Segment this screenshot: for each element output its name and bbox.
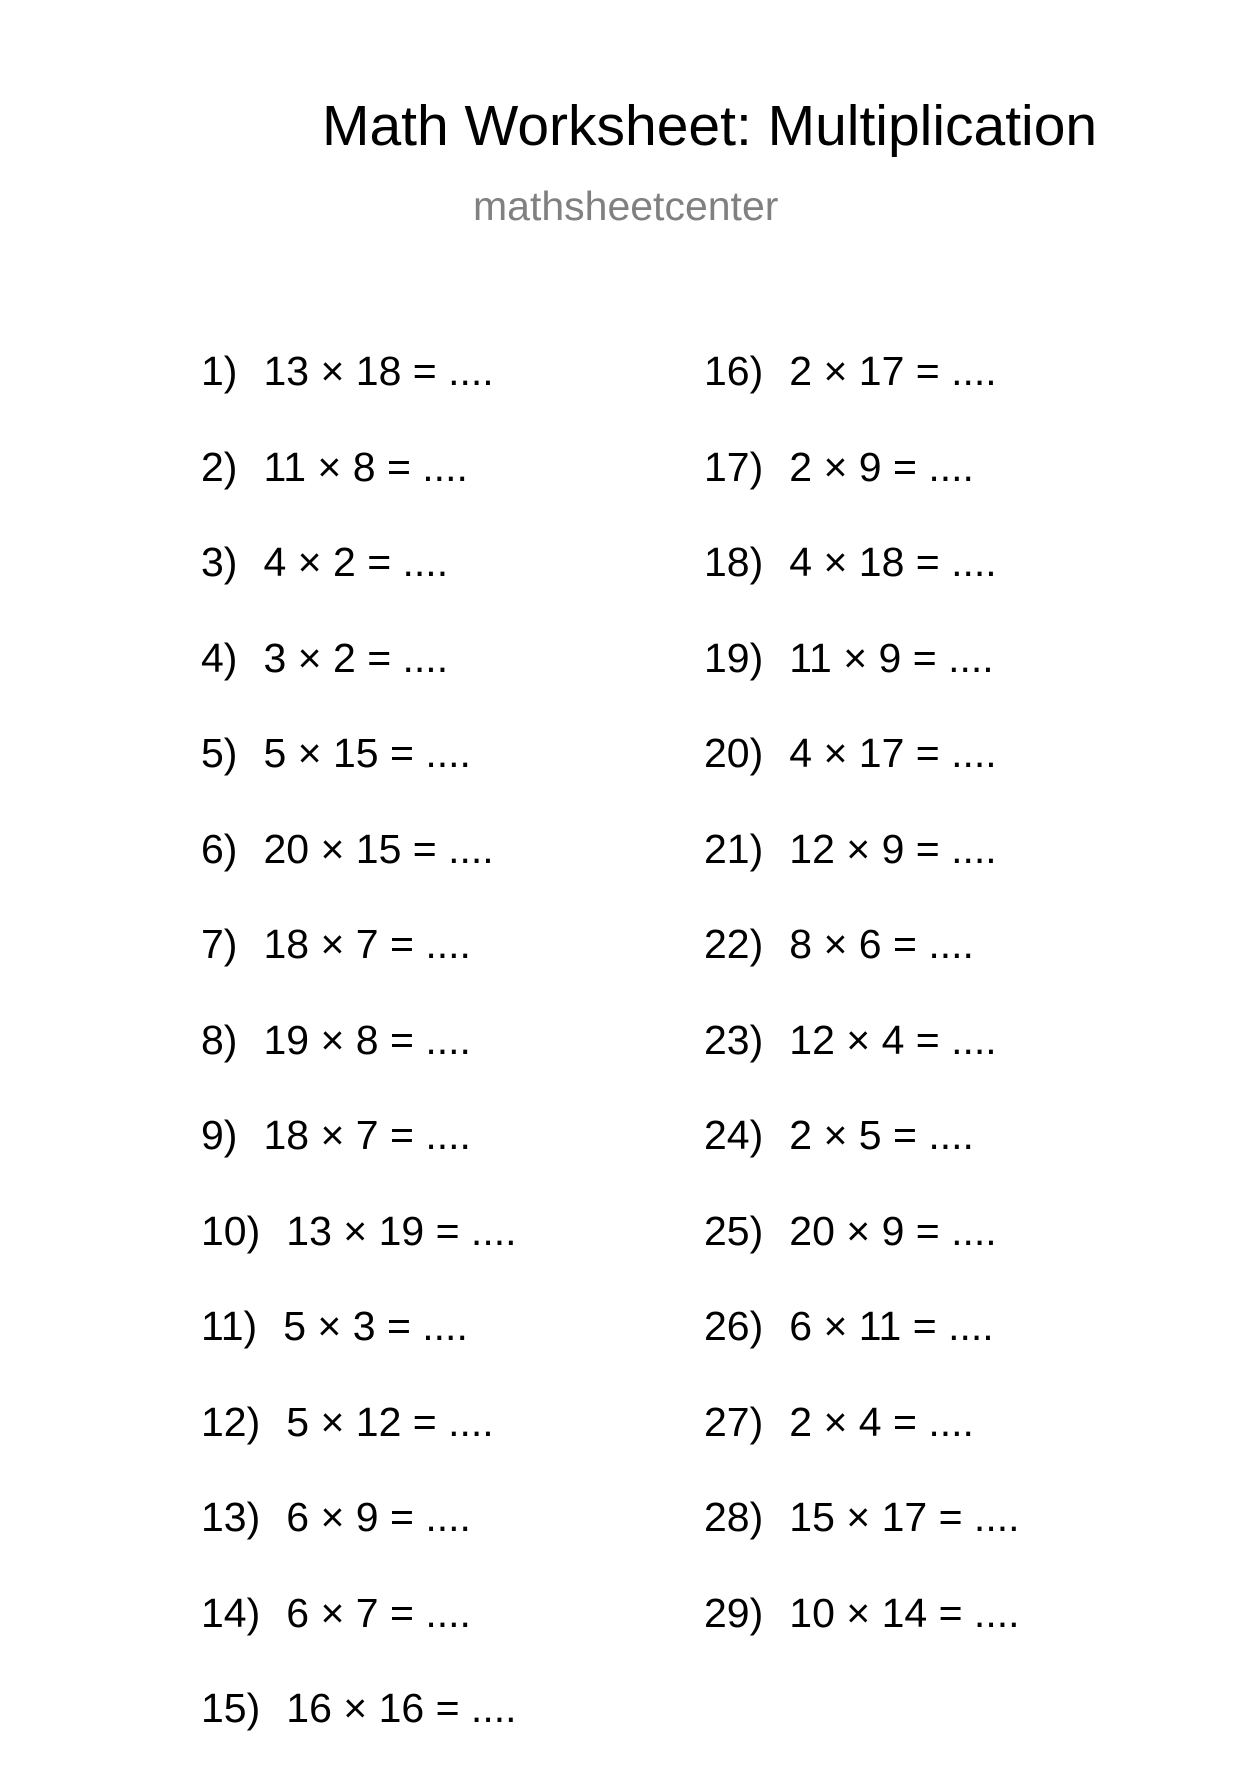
problem-number: 5) <box>201 730 238 776</box>
problem-item <box>201 539 517 638</box>
problem-expression: 16 × 16 = .... <box>286 1685 517 1731</box>
problem-expression: 11 × 9 = .... <box>789 634 994 681</box>
problem-expression: 2 × 5 = .... <box>789 1112 974 1158</box>
problem-expression: 3 × 2 = .... <box>263 634 449 681</box>
problem-expression: 2 × 9 = .... <box>789 443 974 490</box>
problem-item <box>201 443 517 543</box>
problem-number: 29) <box>704 1589 764 1636</box>
problem-number: 27) <box>704 1398 764 1445</box>
problem-number: 26) <box>704 1303 764 1349</box>
problem-expression: 4 × 17 = .... <box>789 730 997 776</box>
problem-item <box>201 921 517 1020</box>
problem-number: 14) <box>201 1589 261 1636</box>
problem-item <box>704 348 1020 447</box>
problem-item <box>704 443 1020 543</box>
problem-expression: 19 × 8 = .... <box>263 1016 471 1063</box>
problem-list-right <box>704 348 1020 1688</box>
problem-item <box>201 1685 517 1784</box>
problem-number: 2) <box>201 443 238 490</box>
problem-expression: 18 × 7 = .... <box>263 1112 471 1158</box>
problem-expression: 2 × 4 = .... <box>789 1398 974 1445</box>
problem-item <box>704 1494 1020 1593</box>
problem-expression: 4 × 2 = .... <box>263 539 449 585</box>
problem-number: 7) <box>201 921 238 967</box>
site-name: mathsheetcenter <box>473 183 779 229</box>
problem-number: 4) <box>201 634 238 681</box>
problem-number: 18) <box>704 539 764 585</box>
problem-number: 21) <box>704 825 764 872</box>
problem-item <box>201 1016 517 1116</box>
problem-number: 22) <box>704 921 764 967</box>
problem-expression: 5 × 15 = .... <box>263 730 471 776</box>
problem-item <box>704 921 1020 1020</box>
problem-item <box>704 730 1020 829</box>
problem-item <box>201 825 517 925</box>
problem-number: 8) <box>201 1016 238 1063</box>
problem-item <box>704 1398 1020 1498</box>
problem-item <box>201 1303 517 1402</box>
problem-item <box>201 348 517 447</box>
problem-expression: 18 × 7 = .... <box>263 921 471 967</box>
problem-item <box>201 1207 517 1307</box>
problem-number: 6) <box>201 825 238 872</box>
problem-number: 20) <box>704 730 764 776</box>
problem-number: 16) <box>704 348 764 394</box>
problem-list-left <box>201 348 517 1784</box>
problem-number: 12) <box>201 1398 261 1445</box>
problem-expression: 5 × 3 = .... <box>283 1303 468 1349</box>
problem-number: 1) <box>201 348 238 394</box>
problem-expression: 13 × 19 = .... <box>286 1207 517 1254</box>
problem-expression: 8 × 6 = .... <box>789 921 974 967</box>
problem-item <box>201 1398 517 1498</box>
problem-expression: 20 × 9 = .... <box>789 1207 997 1254</box>
page-title: Math Worksheet: Multiplication <box>322 94 1098 158</box>
problem-expression: 12 × 9 = .... <box>789 825 997 872</box>
problem-item <box>201 634 517 734</box>
problem-number: 19) <box>704 634 764 681</box>
problem-item <box>704 825 1020 925</box>
problem-number: 17) <box>704 443 764 490</box>
problem-expression: 13 × 18 = .... <box>263 348 494 394</box>
problem-number: 15) <box>201 1685 261 1731</box>
problem-expression: 11 × 8 = .... <box>263 443 468 490</box>
problem-number: 28) <box>704 1494 764 1540</box>
problem-number: 23) <box>704 1016 764 1063</box>
problem-item <box>201 1494 517 1593</box>
problem-item <box>704 634 1020 734</box>
problem-item <box>704 1303 1020 1402</box>
problem-item <box>704 1112 1020 1211</box>
problem-item <box>201 1589 517 1689</box>
problem-item <box>201 730 517 829</box>
problem-expression: 15 × 17 = .... <box>789 1494 1020 1540</box>
problem-number: 13) <box>201 1494 261 1540</box>
problem-expression: 4 × 18 = .... <box>789 539 997 585</box>
problem-number: 3) <box>201 539 238 585</box>
problem-item <box>704 1207 1020 1307</box>
problem-expression: 2 × 17 = .... <box>789 348 997 394</box>
problem-item <box>201 1112 517 1211</box>
problem-expression: 12 × 4 = .... <box>789 1016 997 1063</box>
problem-item <box>704 539 1020 638</box>
problem-expression: 6 × 11 = .... <box>789 1303 994 1349</box>
problem-number: 25) <box>704 1207 764 1254</box>
problem-expression: 6 × 9 = .... <box>286 1494 471 1540</box>
problem-expression: 10 × 14 = .... <box>789 1589 1020 1636</box>
problem-expression: 5 × 12 = .... <box>286 1398 494 1445</box>
problem-item <box>704 1589 1020 1689</box>
problem-number: 9) <box>201 1112 238 1158</box>
problem-item <box>704 1016 1020 1116</box>
problem-number: 11) <box>201 1303 258 1349</box>
problem-expression: 6 × 7 = .... <box>286 1589 471 1636</box>
problem-number: 10) <box>201 1207 261 1254</box>
problem-expression: 20 × 15 = .... <box>263 825 494 872</box>
problem-number: 24) <box>704 1112 764 1158</box>
